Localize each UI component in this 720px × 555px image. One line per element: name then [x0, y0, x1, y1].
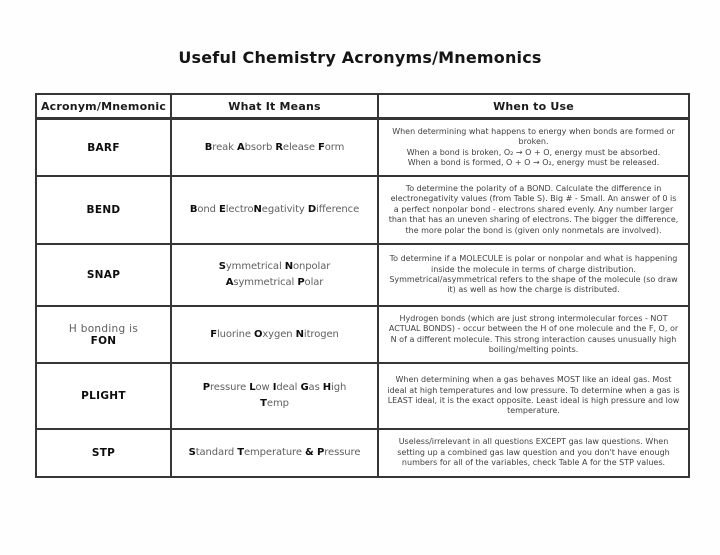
meaning-line	[189, 445, 361, 461]
meaning-line	[205, 140, 344, 156]
table-row	[37, 307, 688, 364]
text-segment: ressure	[324, 447, 361, 458]
text-segment: as	[308, 382, 323, 393]
text-segment: ymmetrical	[225, 261, 285, 272]
mnemonic-letter: SNAP	[86, 269, 121, 281]
mnemonic-letter: L	[249, 382, 256, 393]
text-segment: tandard	[195, 447, 238, 458]
text-segment: igh	[331, 382, 347, 393]
usage-paragraph: Hydrogen bonds (which are just strong intermolecular forces - NOT ACTUAL BONDS) - occur between the H of one molecule and the F, O, or N of a different molecule. This strong interaction causes unusually high boiling/melting points.	[388, 313, 679, 354]
mnemonic-letter: E	[218, 204, 226, 215]
mnemonic-letter: F	[210, 328, 217, 340]
table-row	[37, 245, 688, 307]
meaning-cell	[170, 430, 377, 476]
usage-paragraph: To determine the polarity of a BOND. Calculate the difference in electronegativity values (from Table S). Big # - Small. An answer of 0 is a perfect nonpolar bond - electrons shared evenly. Any number larger than that has an uneven sharing of electrons. The bigger the difference, the more polar the bond is (given only nonmetals are involved).	[388, 184, 679, 235]
usage-paragraph: When a bond is formed, O + O → O₂, energy must be released.	[407, 157, 660, 167]
mnemonic-letter: F	[317, 141, 325, 153]
mnemonic-letter: O	[253, 328, 263, 340]
usage-paragraph: When determining what happens to energy when bonds are formed or broken.	[392, 126, 675, 147]
table-row	[37, 177, 688, 245]
text-segment: elease	[282, 141, 318, 153]
mnemonic-letter: D	[307, 204, 317, 215]
meaning-cell	[170, 307, 377, 362]
text-segment: ond	[197, 204, 219, 215]
mnemonic-letter: N	[284, 261, 293, 272]
acronym-cell	[37, 430, 170, 476]
mnemonic-letter: P	[317, 447, 325, 458]
mnemonic-letter: T	[237, 447, 244, 458]
text-segment: H bonding is	[68, 322, 139, 335]
usage-cell	[377, 430, 688, 476]
usage-cell	[377, 120, 688, 175]
mnemonic-letter: B	[204, 141, 213, 153]
mnemonic-letter: R	[275, 141, 283, 153]
mnemonic-letter: P	[202, 382, 211, 393]
header-cell-2: When to Use	[377, 95, 688, 117]
mnemonic-letter: S	[218, 261, 226, 272]
text-segment: emp	[266, 398, 289, 409]
mnemonic-letter: &	[304, 447, 317, 458]
mnemonic-letter: FON	[90, 334, 117, 347]
text-segment: reak	[212, 141, 237, 153]
mnemonic-letter: I	[272, 382, 277, 393]
text-segment: xygen	[262, 328, 296, 340]
meaning-cell	[170, 364, 377, 428]
acronym-table	[35, 93, 690, 478]
meaning-line	[219, 259, 331, 275]
text-segment: egativity	[261, 204, 308, 215]
acronym-cell	[37, 364, 170, 428]
text-segment: luorine	[216, 328, 254, 340]
usage-paragraph: To determine if a MOLECULE is polar or nonpolar and what is happening inside the molecule in terms of charge distribution.	[389, 254, 678, 274]
text-segment: itrogen	[303, 328, 339, 340]
header-cell-1: What It Means	[170, 95, 377, 117]
text-segment: olar	[304, 277, 324, 288]
table-header-row	[37, 95, 688, 120]
text-segment: orm	[324, 141, 345, 153]
usage-cell	[377, 307, 688, 362]
meaning-cell	[170, 245, 377, 305]
usage-cell	[377, 364, 688, 428]
mnemonic-letter: N	[253, 204, 262, 215]
acronym-cell	[37, 245, 170, 305]
mnemonic-letter: N	[295, 328, 304, 340]
mnemonic-letter: STP	[91, 447, 116, 459]
usage-paragraph: When determining when a gas behaves MOST like an ideal gas. Most ideal at high temperatures and low pressure. To determine when a gas is LEAST ideal, it is the exact opposite. Least ideal is high pressure and low temperature.	[387, 375, 680, 416]
meaning-line	[210, 327, 339, 343]
text-segment: ressure	[210, 382, 250, 393]
page-title: Useful Chemistry Acronyms/Mnemonics	[178, 48, 542, 67]
text-segment: deal	[276, 382, 301, 393]
text-segment: ow	[255, 382, 273, 393]
mnemonic-letter: A	[225, 277, 234, 288]
usage-paragraph: When a bond is broken, O₂ → O + O, energy must be absorbed.	[406, 147, 661, 157]
usage-cell	[377, 177, 688, 243]
usage-paragraph: Symmetrical/asymmetrical refers to the shape of the molecule (so draw it) as well as how the charge is distributed.	[389, 275, 678, 295]
acronym-cell	[37, 307, 170, 362]
table-row	[37, 430, 688, 476]
text-segment: onpolar	[293, 261, 331, 272]
acronym-cell	[37, 120, 170, 175]
mnemonic-letter: H	[322, 382, 332, 393]
mnemonic-letter: P	[297, 277, 305, 288]
meaning-line	[190, 202, 359, 218]
meaning-line	[203, 380, 346, 396]
text-segment: bsorb	[244, 141, 276, 153]
mnemonic-letter: G	[300, 382, 309, 393]
mnemonic-letter: B	[189, 204, 198, 215]
usage-cell	[377, 245, 688, 305]
meaning-cell	[170, 120, 377, 175]
mnemonic-letter: PLIGHT	[81, 390, 126, 402]
header-cell-0: Acronym/Mnemonic	[40, 99, 167, 113]
table-row	[37, 120, 688, 177]
mnemonic-letter: BEND	[86, 204, 121, 216]
text-segment: ifference	[316, 204, 360, 215]
mnemonic-letter: A	[236, 141, 245, 153]
mnemonic-letter: T	[260, 398, 267, 409]
meaning-cell	[170, 177, 377, 243]
text-segment: symmetrical	[233, 277, 298, 288]
table-row	[37, 364, 688, 430]
mnemonic-letter: S	[188, 447, 196, 458]
meaning-line	[226, 275, 324, 291]
text-segment: emperature	[243, 447, 305, 458]
text-segment: lectro	[225, 204, 254, 215]
mnemonic-letter: BARF	[87, 141, 120, 154]
meaning-line	[260, 396, 289, 412]
usage-paragraph: Useless/irrelevant in all questions EXCEPT gas law questions. When setting up a combined gas law question and you don't have enough numbers for all of the variables, check Table A for the STP values.	[397, 437, 670, 468]
acronym-cell	[37, 177, 170, 243]
